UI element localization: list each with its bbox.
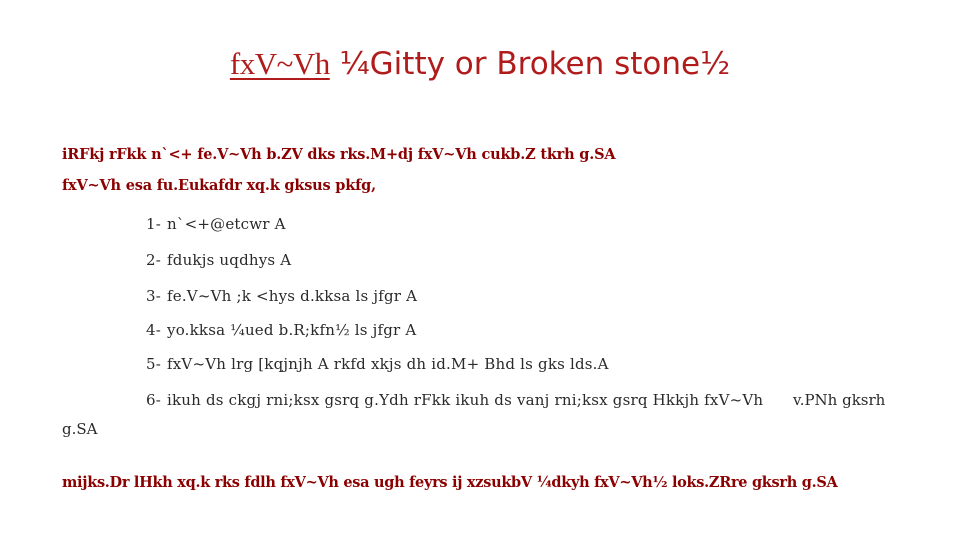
list-item-number: 6- <box>146 391 162 409</box>
list-item-text: fe.V~Vh ;k <hys d.kksa ls jfgr A <box>167 287 418 305</box>
list-item-number: 2- <box>146 251 162 269</box>
intro-line-1: iRFkj rFkk n`<+ fe.V~Vh b.ZV dks rks.M+dj fxV~Vh cukb.Z tkrh g.SA <box>62 146 616 163</box>
list-item-text: ikuh ds ckgj rni;ksx gsrq g.Ydh rFkk ikuh ds vanj rni;ksx gsrq Hkkjh fxV~Vh <box>167 391 764 409</box>
list-item-number: 1- <box>146 215 162 233</box>
list-item-4 <box>146 320 416 340</box>
list-item-text: yo.kksa ¼ued b.R;kfn½ ls jfgr A <box>167 321 417 339</box>
list-item-number: 3- <box>146 287 162 305</box>
list-item-3 <box>146 286 417 306</box>
footer-note: mijks.Dr lHkh xq.k rks fdlh fxV~Vh esa ugh feyrs ij xzsukbV ¼dkyh fxV~Vh½ loks.ZRre gksrh g.SA <box>62 474 838 491</box>
list-item-6 <box>146 390 763 410</box>
slide-title <box>0 46 960 82</box>
list-item-text: fxV~Vh lrg [kqjnjh A rkfd xkjs dh id.M+ Bhd ls gks lds.A <box>167 355 609 373</box>
list-item-2 <box>146 250 291 270</box>
title-english: ¼Gitty or Broken stone½ <box>339 46 731 82</box>
list-item-5 <box>146 354 609 374</box>
list-item-6-trail: v.PNh gksrh <box>793 391 886 409</box>
list-item-1 <box>146 214 286 234</box>
list-item-text: n`<+@etcwr A <box>167 215 286 233</box>
list-item-number: 5- <box>146 355 162 373</box>
intro-line-2: fxV~Vh esa fu.Eukafdr xq.k gksus pkfg, <box>62 177 376 194</box>
list-item-number: 4- <box>146 321 162 339</box>
list-item-6-end: g.SA <box>62 420 98 438</box>
title-hindi: fxV~Vh <box>229 46 330 81</box>
list-item-text: fdukjs uqdhys A <box>167 251 292 269</box>
